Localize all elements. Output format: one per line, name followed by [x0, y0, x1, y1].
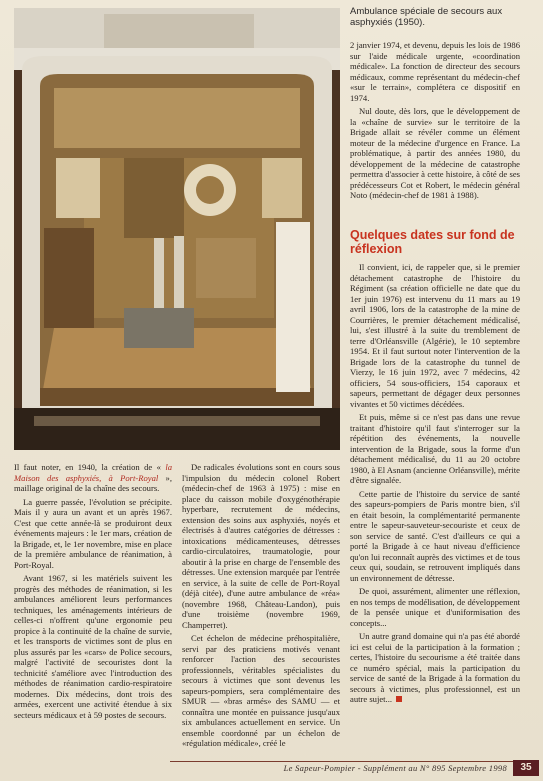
ambulance-illustration: [14, 8, 340, 450]
footer-publication: Le Sapeur-Pompier - Supplément au N° 895 Septembre 1998: [283, 763, 507, 773]
paragraph: 2 janvier 1974, et devenu, depuis les lois de 1986 sur l'aide médicale urgente, «coordination médicale». La fonction de directeur des secours médicaux, comme représentant du médecin-chef «sur le terrain», complétera ce dispositif en 1974.: [350, 40, 520, 103]
paragraph: Il convient, ici, de rappeler que, si le premier détachement catastrophe de l'histoire du Régiment (sa création officielle ne date que du 1er juin 1976) est intervenu du 11 mars au 19 avril 1906, lors de la catastrophe de la mine de Courrières, le premier détachement médicalisé, lui, s'est illustré à la suite du tremblement de terre d'Orléansville (Algérie), le 10 septembre 1954. Et il faut surtout noter l'intervention de la Brigade lors de la catastrophe du tunnel de Vierzy, le 16 juin 1972, avec 7 médecins, 42 officiers, 54 sous-officiers, 154 caporaux et sapeurs, permettant de dégager deux personnes vivantes et 50 victimes décédées.: [350, 262, 520, 409]
paragraph: Cet échelon de médecine préhospitalière, servi par des praticiens motivés venant renforcer l'action des secouristes professionnels, véritables spécialistes du secours à victimes que sont devenus les sapeurs-pompiers, sera complémentaire des SMUR — «bras armés» des SAMU — et connaîtra une montée en puissance jusqu'aux six ambulances actuellement en service. Un ensemble coordonné par un échelon de «régulation médicale», créé le: [182, 633, 340, 748]
end-of-article-mark: [396, 696, 402, 702]
ambulance-interior-photo: [14, 8, 340, 450]
column-left: [14, 462, 172, 723]
paragraph: Nul doute, dès lors, que le développement de la «chaîne de survie» sur le territoire de la Brigade allait se révéler comme un élément moteur de la médecine d'urgence en France. La problématique, à partir des années 1980, du développement de la médecine de catastrophe permettra d'associer à cette histoire, à côté de ses prédécesseurs Cot et Robert, le médecin général Noto (médecin-chef de 1981 à 1988).: [350, 106, 520, 200]
paragraph: Et puis, même si ce n'est pas dans une revue traitant d'histoire qu'il faut s'interroger sur la répétition des événements, la nouvelle intervention de la Brigade, sous la forme d'un détachement médicalisé, du 11 au 20 octobre 1980, à El Asnam (ancienne Orléansville), mérite d'être signalée.: [350, 412, 520, 485]
section-heading: Quelques dates sur fond de réflexion: [350, 228, 515, 256]
page-footer: [0, 757, 543, 781]
text-run: », maillage original de la chaîne des secours.: [14, 472, 172, 493]
column-right-bottom: [350, 262, 520, 708]
paragraph: Avant 1967, si les matériels suivent les progrès des méthodes de réanimation, si les ambulances améliorent leurs performances techniques, les aménagements intérieurs de celles-ci n'offrent qu'une ergonomie peu propice à la continuité de la chaîne de survie, et les transports de victimes sont de plus en plus assurés par les «cars» de Police secours, malgré l'activité de secouristes dont la technicité s'améliore avec l'introduction des méthodes de réanimation cardio-respiratoire modernes. Dix médecins, dont trois des armées, exercent une activité étendue à six secteurs médicaux et à 59 postes de secours.: [14, 573, 172, 720]
paragraph: De radicales évolutions sont en cours sous l'impulsion du médecin colonel Robert (médecin-chef de 1963 à 1975) : mise en place du caisson mobile d'oxygénothérapie hyperbare, recrutement de médecins, extension des soins aux asphyxiés, noyés et électrisés à d'autres catégories de détresses : intoxications médicamenteuses, détresses cardio-circulatoires, traumatologie, pour aboutir à la prise en charge de l'ensemble des détresses. Une extension marquée par l'entrée en service, à la suite de celle de Port-Royal (déjà citée), d'une autre ambulance de «réa» (novembre 1968, Château-Landon), puis d'une troisième (novembre 1969, Champerret).: [182, 462, 340, 630]
paragraph: Cette partie de l'histoire du service de santé des sapeurs-pompiers de Paris montre bien, s'il en était besoin, la complémentarité permanente entre le sapeur-sauveteur-secouriste et ceux de son service de santé. C'est d'ailleurs ce qui a porté la Brigade à ce haut niveau d'efficience qu'on lui reconnaît auprès des victimes et de tous ceux qui, soudain, se retrouvent impliqués dans un environnement de détresse.: [350, 488, 520, 583]
paragraph-text: Un autre grand domaine qui n'a pas été abordé ici est celui de la participation à la formation ; certes, l'histoire du secourisme a été traitée dans ce numéro spécial, mais la participation du service de santé de la Brigade à la formation du secours à victimes, plus professionnel, est un autre sujet...: [350, 631, 520, 704]
column-middle: [182, 462, 340, 752]
paragraph: La guerre passée, l'évolution se précipite. Mais il y aura un avant et un après 1967. C'est que cette année-là se produiront deux événements majeurs : le 1er mars, création de la Brigade, et, le 1er novembre, mise en place de la première ambulance de réanimation, à Port-Royal.: [14, 496, 172, 570]
emphasis-text: la Maison des asphyxiés, à Port-Royal: [14, 462, 172, 483]
column-right-top: [350, 40, 520, 204]
page-number: 35: [513, 760, 539, 776]
paragraph: [14, 462, 172, 494]
paragraph: De quoi, assurément, alimenter une réflexion, en nos temps de modélisation, de développement de la pensée unique et d'uniformisation des concepts...: [350, 586, 520, 628]
text-run: Il faut noter, en 1940, la création de «: [14, 462, 166, 472]
photo-caption: Ambulance spéciale de secours aux asphyxiés (1950).: [350, 6, 503, 28]
paragraph: [350, 631, 520, 705]
